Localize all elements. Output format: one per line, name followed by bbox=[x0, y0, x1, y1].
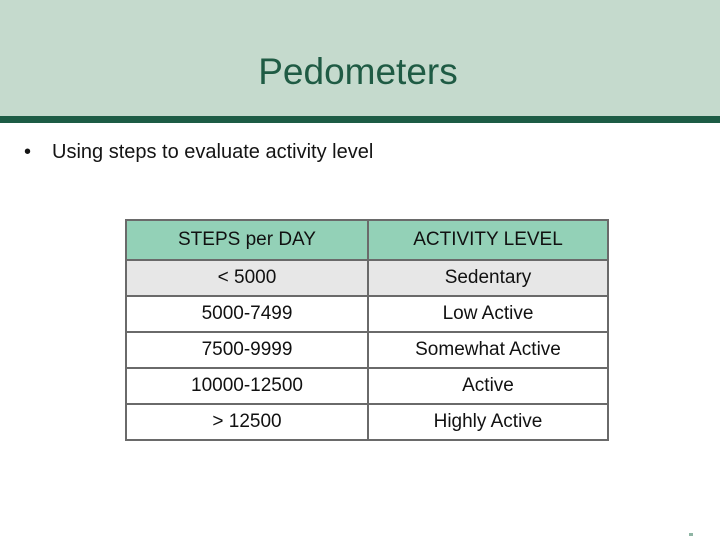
activity-cell: Sedentary bbox=[368, 260, 608, 296]
slide-corner-mark bbox=[689, 533, 693, 536]
title-rule bbox=[0, 116, 720, 123]
table-row bbox=[126, 260, 608, 296]
activity-cell: Low Active bbox=[368, 296, 608, 332]
table-row bbox=[126, 296, 608, 332]
bullet-text: Using steps to evaluate activity level bbox=[52, 141, 374, 163]
activity-level-table bbox=[125, 219, 609, 441]
steps-cell: < 5000 bbox=[126, 260, 368, 296]
header-activity-level: ACTIVITY LEVEL bbox=[368, 220, 608, 260]
bullet-item bbox=[24, 138, 373, 166]
steps-cell: 7500-9999 bbox=[126, 332, 368, 368]
table-row bbox=[126, 332, 608, 368]
table-row bbox=[126, 404, 608, 440]
table-header-row bbox=[126, 220, 608, 260]
steps-cell: 10000-12500 bbox=[126, 368, 368, 404]
activity-cell: Somewhat Active bbox=[368, 332, 608, 368]
header-steps-per-day: STEPS per DAY bbox=[126, 220, 368, 260]
slide-title: Pedometers bbox=[258, 51, 458, 92]
activity-cell: Active bbox=[368, 368, 608, 404]
table-row bbox=[126, 368, 608, 404]
bullet-marker: • bbox=[24, 141, 32, 163]
steps-cell: > 12500 bbox=[126, 404, 368, 440]
activity-cell: Highly Active bbox=[368, 404, 608, 440]
steps-cell: 5000-7499 bbox=[126, 296, 368, 332]
